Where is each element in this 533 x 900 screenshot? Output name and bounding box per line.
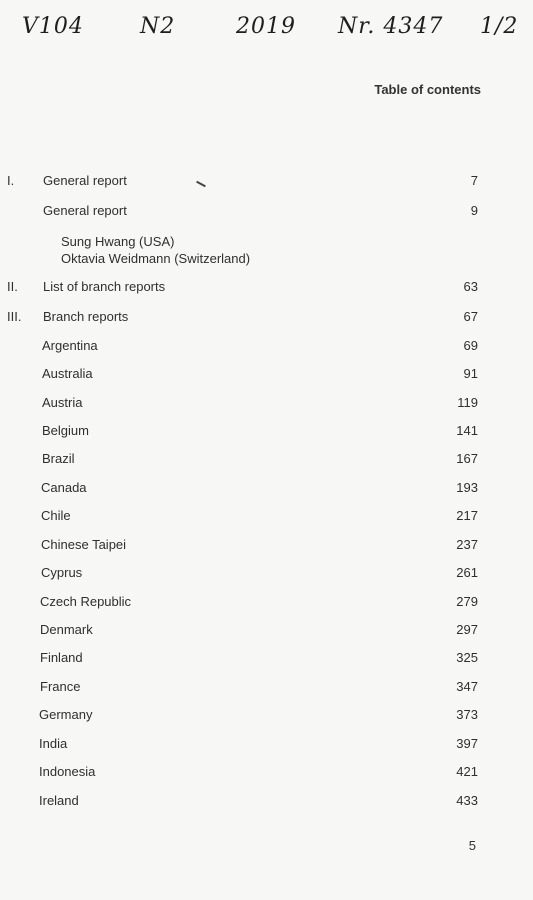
handwritten-number: N2 [140, 14, 176, 39]
toc-row-title: India [39, 736, 68, 751]
toc-row-page: 67 [463, 309, 478, 324]
toc-row-page: 397 [456, 736, 478, 751]
toc-row [0, 537, 533, 557]
toc-row-page: 193 [456, 480, 478, 495]
toc-row-number: III. [7, 309, 22, 324]
author-name: Oktavia Weidmann (Switzerland) [61, 251, 251, 266]
toc-heading: Table of contents [374, 82, 481, 97]
authors-block [61, 233, 250, 267]
toc-row-title: Belgium [42, 423, 89, 438]
toc-row-page: 261 [456, 565, 478, 580]
toc-row-title: Argentina [42, 338, 98, 353]
toc-row-title: Chinese Taipei [41, 537, 127, 552]
toc-row-page: 433 [456, 793, 478, 808]
toc-row [0, 423, 533, 443]
toc-row-page: 7 [470, 173, 478, 188]
toc-row [0, 650, 533, 670]
toc-row [0, 679, 533, 699]
toc-row-title: List of branch reports [43, 279, 166, 294]
toc-row [0, 451, 533, 471]
toc-row-page: 69 [463, 338, 478, 353]
page-number: 5 [468, 838, 476, 853]
handwritten-reference: Nr. 4347 [338, 14, 444, 39]
toc-row-title: Denmark [40, 622, 93, 637]
toc-row-title: Ireland [39, 793, 79, 808]
toc-row [0, 793, 533, 813]
toc-row-title: Brazil [42, 451, 75, 466]
toc-row-page: 9 [470, 203, 478, 218]
toc-row-page: 297 [456, 622, 478, 637]
toc-row [0, 480, 533, 500]
toc-row-title: Germany [39, 707, 93, 722]
toc-row-page: 325 [456, 650, 478, 665]
toc-row-title: Chile [41, 508, 71, 523]
toc-row-page: 167 [456, 451, 478, 466]
toc-row-page: 91 [463, 366, 478, 381]
toc-row-title: Austria [42, 395, 83, 410]
handwritten-year: 2019 [236, 14, 296, 39]
toc-row-title: Cyprus [41, 565, 83, 580]
toc-row-page: 279 [456, 594, 478, 609]
toc-row [0, 707, 533, 727]
toc-row-title: Canada [41, 480, 87, 495]
handwritten-code: V104 [22, 14, 84, 39]
toc-row-title: Finland [40, 650, 83, 665]
toc-row [0, 173, 533, 193]
toc-row-number: II. [7, 279, 18, 294]
toc-row-title: General report [43, 203, 127, 218]
toc-row [0, 395, 533, 415]
toc-row-title: Czech Republic [40, 594, 132, 609]
toc-row [0, 309, 533, 329]
toc-row-page: 373 [456, 707, 478, 722]
toc-row [0, 622, 533, 642]
toc-row [0, 338, 533, 358]
toc-row [0, 508, 533, 528]
author-name: Sung Hwang (USA) [61, 234, 175, 249]
toc-row [0, 366, 533, 386]
toc-row [0, 279, 533, 299]
toc-row-page: 421 [456, 764, 478, 779]
toc-row-title: France [40, 679, 81, 694]
toc-row-title: Australia [42, 366, 93, 381]
toc-row [0, 203, 533, 223]
toc-row [0, 764, 533, 784]
toc-row-page: 119 [457, 395, 478, 410]
toc-row [0, 736, 533, 756]
toc-row-page: 141 [456, 423, 478, 438]
toc-row-title: Indonesia [39, 764, 96, 779]
toc-row-number: I. [7, 173, 15, 188]
handwritten-fraction: 1/2 [480, 14, 519, 39]
toc-row-page: 237 [456, 537, 478, 552]
toc-row-page: 217 [456, 508, 478, 523]
toc-row-page: 63 [463, 279, 478, 294]
toc-row [0, 565, 533, 585]
toc-row [0, 594, 533, 614]
toc-row-title: General report [43, 173, 127, 188]
toc-row-page: 347 [456, 679, 478, 694]
toc-row-title: Branch reports [43, 309, 129, 324]
